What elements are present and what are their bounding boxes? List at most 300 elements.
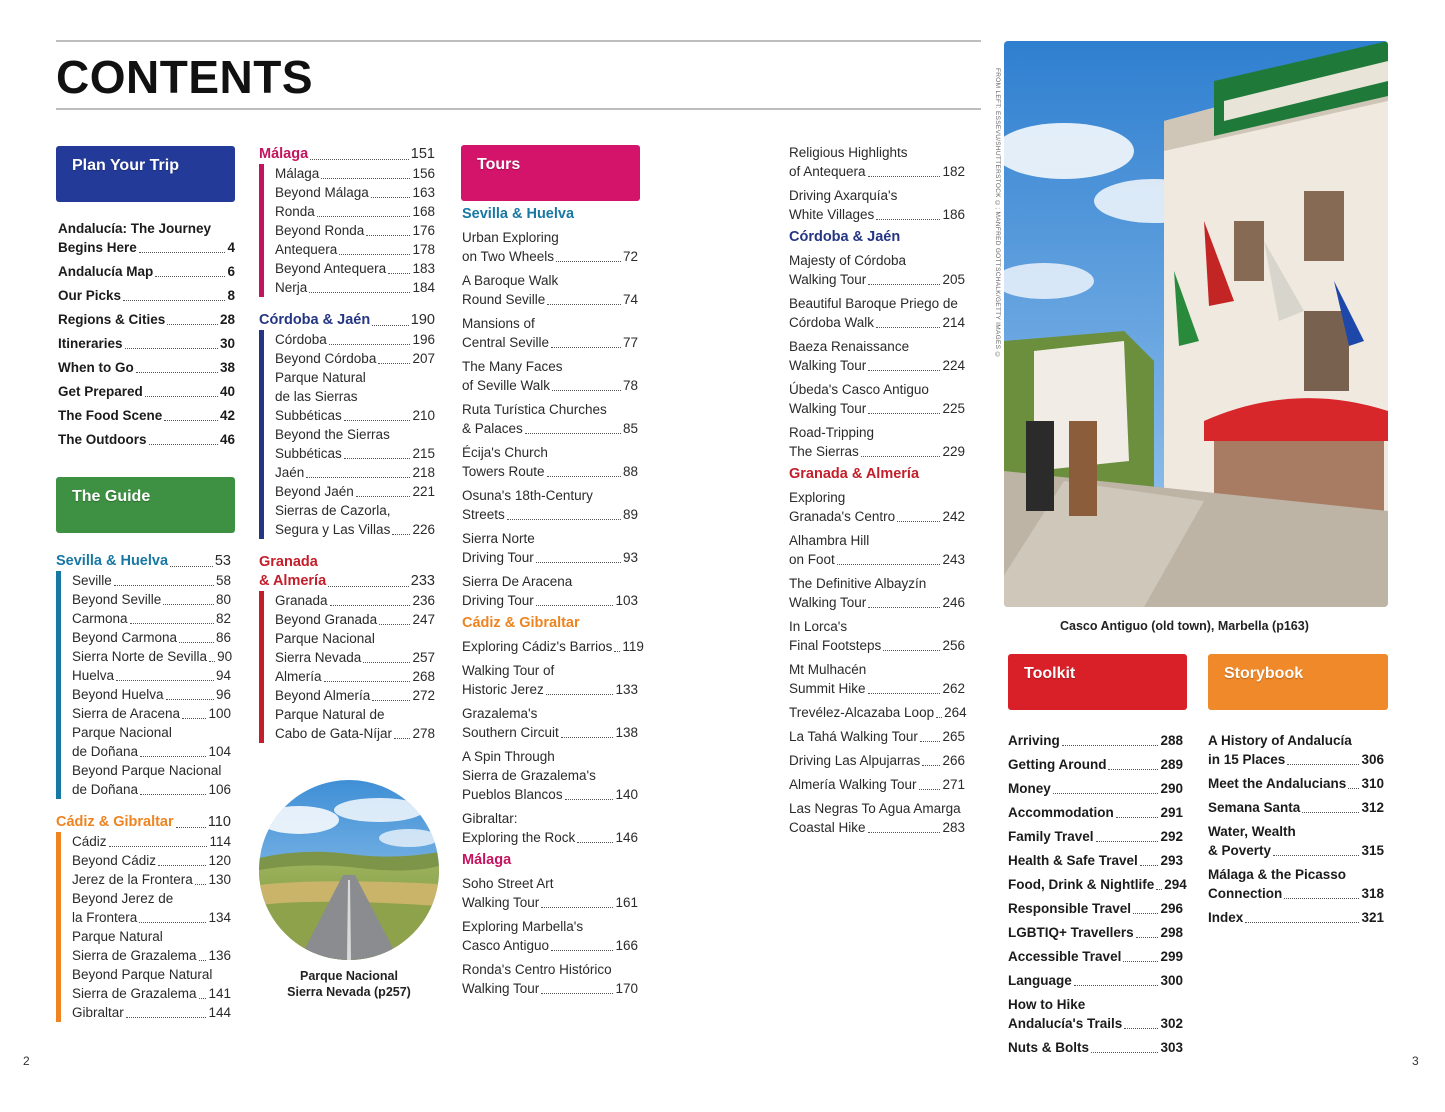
leader-dots	[541, 993, 613, 994]
toc-entry-label: Andalucía Map	[58, 264, 154, 279]
toc-entry-row	[275, 520, 435, 539]
toc-page-number: 218	[412, 465, 435, 480]
toc-entry-label: Sierra Nevada	[275, 650, 362, 665]
toc-entry-label: Health & Safe Travel	[1008, 853, 1138, 868]
toc-entry-label: Almería	[275, 669, 322, 684]
toc-entry	[72, 1003, 231, 1022]
toc-entry	[789, 727, 965, 746]
toc-page-number: 289	[1160, 757, 1183, 772]
toc-entry-row	[789, 399, 965, 418]
toc-page-number: 288	[1160, 733, 1183, 748]
leader-dots	[1062, 745, 1159, 746]
toc-entry	[72, 590, 231, 609]
toc-entry	[789, 186, 965, 224]
toc-entry-row	[72, 780, 231, 799]
toc-entry-line: Las Negras To Agua Amarga	[789, 801, 961, 816]
toc-entry-row	[789, 550, 965, 569]
region-cadiz	[56, 813, 231, 1022]
toc-entry-label: Málaga	[275, 166, 320, 181]
leader-dots	[1273, 855, 1359, 856]
toc-entry-label: Antequera	[275, 242, 338, 257]
toc-page-number: 292	[1160, 829, 1183, 844]
toc-page-number: 170	[615, 981, 638, 996]
toc-page-number: 28	[219, 312, 235, 327]
toc-entry-row	[275, 221, 435, 240]
toc-page-number: 294	[1164, 877, 1187, 892]
toc-entry-row	[789, 313, 965, 332]
toc-entry-label: Gibraltar	[72, 1005, 124, 1020]
toc-entry-row	[1008, 851, 1183, 870]
toc-entry	[58, 382, 235, 401]
leader-dots	[164, 420, 218, 421]
toc-entry-label: Beyond Antequera	[275, 261, 387, 276]
toc-entry-row	[72, 647, 231, 666]
toc-entry-row	[1008, 947, 1183, 966]
plan-list	[58, 219, 235, 454]
toc-entry-row	[275, 406, 435, 425]
toc-page-number: 130	[208, 872, 231, 887]
toc-page-number: 88	[622, 464, 638, 479]
toc-page-number: 141	[208, 986, 231, 1001]
toc-page-number: 242	[942, 509, 965, 524]
region-sublist	[259, 591, 435, 743]
leader-dots	[344, 420, 411, 421]
toc-page-number: 303	[1160, 1040, 1183, 1055]
leader-dots	[372, 700, 410, 701]
leader-dots	[552, 390, 621, 391]
toc-entry	[1008, 731, 1183, 750]
toc-page-number: 80	[215, 592, 231, 607]
region-heading-row	[56, 552, 231, 571]
toc-entry-row	[1008, 923, 1183, 942]
toc-entry-label: Jaén	[275, 465, 305, 480]
toc-entry	[789, 488, 965, 526]
toc-entry-label: Language	[1008, 973, 1072, 988]
region-cordoba	[259, 311, 435, 539]
toc-entry-row	[1208, 798, 1384, 817]
toc-page-number: 93	[622, 550, 638, 565]
toc-entry-row	[275, 349, 435, 368]
toc-page-number: 290	[1160, 781, 1183, 796]
toc-page-number: 94	[215, 668, 231, 683]
toc-page-number: 178	[412, 242, 435, 257]
leader-dots	[1136, 937, 1159, 938]
toc-page-number: 296	[1160, 901, 1183, 916]
leader-dots	[868, 370, 940, 371]
toc-entry	[1208, 774, 1384, 793]
leader-dots	[379, 624, 410, 625]
leader-dots	[324, 681, 411, 682]
toc-entry-label: Nuts & Bolts	[1008, 1040, 1089, 1055]
leader-dots	[1096, 841, 1159, 842]
toc-entry	[462, 747, 638, 804]
toc-entry-line: In Lorca's	[789, 619, 848, 634]
toc-page-number: 86	[215, 630, 231, 645]
leader-dots	[317, 216, 411, 217]
toc-entry-line: Water, Wealth	[1208, 824, 1296, 839]
toc-entry-row	[72, 851, 231, 870]
toc-entry-row	[462, 548, 638, 567]
toc-entry-row	[462, 462, 638, 481]
toc-entry-label: Segura y Las Villas	[275, 522, 391, 537]
tours-section-heading: Cádiz & Gibraltar	[462, 615, 580, 631]
toc-entry-line: Ronda's Centro Histórico	[462, 962, 612, 977]
region-heading-line: Granada	[259, 554, 318, 570]
page-number-left: 2	[23, 1054, 30, 1068]
region-color-bar	[56, 832, 61, 1022]
toc-entry-label: la Frontera	[72, 910, 138, 925]
leader-dots	[507, 519, 621, 520]
leader-dots	[170, 566, 213, 567]
toc-entry-label: Driving Las Alpujarras	[789, 753, 921, 768]
toc-page-number: 315	[1361, 843, 1384, 858]
toc-entry-row	[1008, 899, 1183, 918]
toc-entry-label: La Tahá Walking Tour	[789, 729, 918, 744]
marbella-street-photo	[1004, 41, 1388, 607]
toc-entry	[58, 262, 235, 281]
toc-page-number: 6	[227, 264, 235, 279]
toc-page-number: 151	[410, 146, 435, 162]
toc-entry-row	[462, 936, 638, 955]
toc-entry-label: Responsible Travel	[1008, 901, 1132, 916]
toc-entry-line: Ruta Turística Churches	[462, 402, 607, 417]
toc-page-number: 196	[412, 332, 435, 347]
toc-entry-label: Exploring the Rock	[462, 830, 576, 845]
region-color-bar	[259, 330, 264, 539]
toc-entry	[789, 617, 965, 655]
toc-entry-row	[462, 591, 638, 610]
toc-entry-row	[462, 376, 638, 395]
toc-entry	[58, 286, 235, 305]
toc-entry	[58, 310, 235, 329]
toc-entry-label: Food, Drink & Nightlife	[1008, 877, 1155, 892]
toc-page-number: 225	[942, 401, 965, 416]
toc-page-number: 114	[209, 834, 231, 849]
leader-dots	[155, 276, 225, 277]
leader-dots	[897, 521, 940, 522]
toc-entry-line: Parque Natural de	[275, 707, 385, 722]
toc-entry-row	[789, 507, 965, 526]
toc-entry-label: in 15 Places	[1208, 752, 1286, 767]
toc-entry-row	[462, 247, 638, 266]
toc-entry	[275, 591, 435, 610]
toc-entry	[462, 443, 638, 481]
toc-page-number: 265	[942, 729, 965, 744]
toc-entry-row	[58, 310, 235, 329]
toc-entry-label: Jerez de la Frontera	[72, 872, 193, 887]
page-number-right: 3	[1412, 1054, 1419, 1068]
tours-heading	[461, 145, 640, 201]
top-rule	[56, 40, 981, 42]
toc-entry-row	[72, 571, 231, 590]
toc-entry-row	[275, 463, 435, 482]
toc-entry-row	[789, 727, 965, 746]
tours-section-heading: Córdoba & Jaén	[789, 229, 901, 245]
toc-entry-row	[462, 419, 638, 438]
leader-dots	[182, 718, 206, 719]
toc-entry-label: Regions & Cities	[58, 312, 166, 327]
toc-entry-row	[789, 636, 965, 655]
toc-entry-row	[462, 505, 638, 524]
leader-dots	[868, 413, 940, 414]
toc-entry-line: Parque Nacional	[72, 725, 172, 740]
toc-entry-label: Córdoba Walk	[789, 315, 875, 330]
toc-entry-label: When to Go	[58, 360, 134, 375]
leader-dots	[868, 284, 940, 285]
toc-page-number: 74	[622, 292, 638, 307]
toc-page-number: 30	[219, 336, 235, 351]
leader-dots	[1140, 865, 1159, 866]
toc-entry	[58, 406, 235, 425]
leader-dots	[125, 348, 218, 349]
toc-entry-label: Beyond Seville	[72, 592, 162, 607]
toc-entry	[275, 368, 435, 425]
leader-dots	[883, 650, 940, 651]
toc-entry-label: Huelva	[72, 668, 115, 683]
toc-page-number: 321	[1361, 910, 1384, 925]
toc-entry-row	[1008, 875, 1187, 894]
leader-dots	[577, 842, 613, 843]
toc-page-number: 38	[219, 360, 235, 375]
toc-page-number: 58	[215, 573, 231, 588]
toc-entry-row	[275, 686, 435, 705]
toc-entry-row	[275, 202, 435, 221]
toc-entry-row	[789, 679, 965, 698]
leader-dots	[136, 372, 218, 373]
toc-page-number: 40	[219, 384, 235, 399]
toc-entry-line: Baeza Renaissance	[789, 339, 910, 354]
toc-page-number: 89	[622, 507, 638, 522]
leader-dots	[1348, 788, 1359, 789]
toc-entry-line: Écija's Church	[462, 445, 548, 460]
toc-entry	[462, 400, 638, 438]
toc-page-number: 136	[208, 948, 231, 963]
toc-entry-row	[72, 666, 231, 685]
toc-entry-line: Walking Tour of	[462, 663, 555, 678]
toc-entry-label: Begins Here	[58, 240, 137, 255]
toc-entry	[72, 685, 231, 704]
toc-entry-line: Grazalema's	[462, 706, 538, 721]
leader-dots	[330, 605, 411, 606]
toc-entry-row	[1008, 827, 1183, 846]
toc-entry-line: How to Hike	[1008, 997, 1086, 1012]
leader-dots	[541, 907, 613, 908]
toc-page-number: 96	[215, 687, 231, 702]
toc-page-number: 312	[1361, 800, 1384, 815]
toc-page-number: 8	[227, 288, 235, 303]
toc-entry-row	[1208, 841, 1384, 860]
leader-dots	[123, 300, 225, 301]
toc-page-number: 247	[412, 612, 435, 627]
toc-entry	[72, 851, 231, 870]
leader-dots	[551, 347, 621, 348]
toc-page-number: 120	[208, 853, 231, 868]
toc-entry	[72, 628, 231, 647]
toc-entry-row	[789, 751, 965, 770]
toc-entry	[275, 259, 435, 278]
toc-entry-row	[72, 984, 231, 1003]
toc-entry	[72, 927, 231, 965]
leader-dots	[1133, 913, 1158, 914]
toc-entry-row	[462, 290, 638, 309]
toc-entry-label: Beyond Cádiz	[72, 853, 157, 868]
leader-dots	[363, 662, 410, 663]
toc-entry	[275, 686, 435, 705]
toc-entry-line: Málaga & the Picasso	[1208, 867, 1347, 882]
toc-page-number: 226	[412, 522, 435, 537]
toc-entry-line: Driving Axarquía's	[789, 188, 898, 203]
leader-dots	[837, 564, 941, 565]
toc-entry	[789, 799, 965, 837]
region-label: Cádiz & Gibraltar	[56, 814, 174, 830]
toc-entry-row	[462, 893, 638, 912]
toc-entry-row	[58, 262, 235, 281]
toc-entry-line: Religious Highlights	[789, 145, 908, 160]
toc-entry	[789, 703, 965, 722]
toc-entry-line: Beautiful Baroque Priego de	[789, 296, 958, 311]
toc-entry-row	[1008, 755, 1183, 774]
toc-entry-line: Sierra de Grazalema's	[462, 768, 596, 783]
leader-dots	[126, 1017, 207, 1018]
toc-entry-label: Accessible Travel	[1008, 949, 1122, 964]
toc-entry-label: & Palaces	[462, 421, 523, 436]
leader-dots	[868, 832, 941, 833]
toc-page-number: 133	[615, 682, 638, 697]
leader-dots	[551, 950, 613, 951]
leader-dots	[195, 884, 207, 885]
leader-dots	[525, 433, 621, 434]
storybook-heading-text: Storybook	[1224, 665, 1304, 682]
region-heading	[56, 552, 231, 571]
leader-dots	[149, 444, 218, 445]
toc-entry-row	[1208, 774, 1384, 793]
toc-entry-label: & Poverty	[1208, 843, 1272, 858]
toc-entry	[1008, 923, 1183, 942]
toc-entry-line: Soho Street Art	[462, 876, 554, 891]
tours-heading-text: Tours	[477, 156, 521, 173]
toc-entry	[275, 164, 435, 183]
toc-entry-line: Sierras de Cazorla,	[275, 503, 391, 518]
toc-entry-row	[462, 723, 638, 742]
toc-entry-label: Casco Antiguo	[462, 938, 550, 953]
toc-page-number: 103	[615, 593, 638, 608]
toc-entry	[72, 647, 231, 666]
region-sevilla	[56, 552, 231, 799]
toc-entry-label: Walking Tour	[789, 358, 867, 373]
toc-entry	[1208, 908, 1384, 927]
toc-entry-row	[58, 334, 235, 353]
region-granada	[259, 553, 435, 743]
region-sublist	[259, 164, 435, 297]
toc-entry-label: Sierra de Grazalema	[72, 948, 197, 963]
toc-entry-label: Cádiz	[72, 834, 107, 849]
toc-entry-label: The Food Scene	[58, 408, 163, 423]
toc-entry-line: Exploring Marbella's	[462, 919, 584, 934]
toc-page-number: 163	[412, 185, 435, 200]
toc-entry-line: Road-Tripping	[789, 425, 875, 440]
toc-entry-line: The Many Faces	[462, 359, 563, 374]
toc-entry	[789, 751, 965, 770]
toc-entry	[462, 271, 638, 309]
toc-page-number: 246	[942, 595, 965, 610]
toc-entry-label: Walking Tour	[789, 401, 867, 416]
toc-page-number: 104	[208, 744, 231, 759]
toc-page-number: 190	[410, 312, 435, 328]
toc-entry-line: Beyond Jerez de	[72, 891, 174, 906]
toc-entry-label: Summit Hike	[789, 681, 866, 696]
leader-dots	[176, 827, 206, 828]
toc-entry	[462, 874, 638, 912]
toc-entry-line: Majesty of Córdoba	[789, 253, 907, 268]
toc-entry	[789, 380, 965, 418]
toc-entry-label: Ronda	[275, 204, 315, 219]
road-photo-caption: Parque Nacional Sierra Nevada (p257)	[287, 969, 411, 999]
tours-section-heading: Granada & Almería	[789, 466, 920, 482]
region-label: Córdoba & Jaén	[259, 312, 371, 328]
leader-dots	[158, 865, 206, 866]
toc-entry-label: Index	[1208, 910, 1244, 925]
toc-entry-line: Beyond the Sierras	[275, 427, 390, 442]
leader-dots	[546, 694, 614, 695]
region-heading	[259, 311, 435, 330]
toc-page-number: 100	[208, 706, 231, 721]
toc-page-number: 233	[410, 573, 435, 589]
toc-page-number: 299	[1160, 949, 1183, 964]
toc-entry	[275, 501, 435, 539]
region-heading	[259, 145, 435, 164]
toc-entry-label: Subbéticas	[275, 446, 342, 461]
toc-entry-label: Beyond Granada	[275, 612, 378, 627]
tours-section-granada	[789, 466, 965, 837]
toc-entry	[72, 609, 231, 628]
toc-page-number: 186	[942, 207, 965, 222]
toc-entry	[1208, 731, 1384, 769]
leader-dots	[565, 799, 614, 800]
leader-dots	[209, 661, 215, 662]
tours-section-malaga	[462, 852, 638, 998]
leader-dots	[130, 623, 214, 624]
toc-entry-line: A History of Andalucía	[1208, 733, 1352, 748]
leader-dots	[547, 476, 621, 477]
toc-entry-row	[275, 724, 435, 743]
toc-page-number: 291	[1160, 805, 1183, 820]
toc-page-number: 207	[412, 351, 435, 366]
toc-entry-row	[275, 259, 435, 278]
toc-entry-label: Exploring Cádiz's Barrios	[462, 639, 613, 654]
leader-dots	[328, 586, 409, 587]
toc-page-number: 214	[942, 315, 965, 330]
toc-entry	[275, 667, 435, 686]
leader-dots	[561, 737, 614, 738]
leader-dots	[378, 363, 410, 364]
toc-entry-row	[58, 358, 235, 377]
toc-entry-row	[275, 183, 435, 202]
toc-entry-label: Sierra de Grazalema	[72, 986, 197, 1001]
toc-entry-label: Almería Walking Tour	[789, 777, 917, 792]
tours-section-sevilla	[462, 206, 638, 610]
leader-dots	[392, 534, 410, 535]
toc-entry-row	[72, 742, 231, 761]
toc-entry	[275, 221, 435, 240]
toc-page-number: 310	[1361, 776, 1384, 791]
toc-page-number: 77	[622, 335, 638, 350]
toc-page-number: 224	[942, 358, 965, 373]
toc-entry-label: Round Seville	[462, 292, 546, 307]
storybook-heading	[1208, 654, 1388, 710]
leader-dots	[329, 344, 411, 345]
tours-section-heading: Sevilla & Huelva	[462, 206, 575, 222]
leader-dots	[614, 651, 620, 652]
